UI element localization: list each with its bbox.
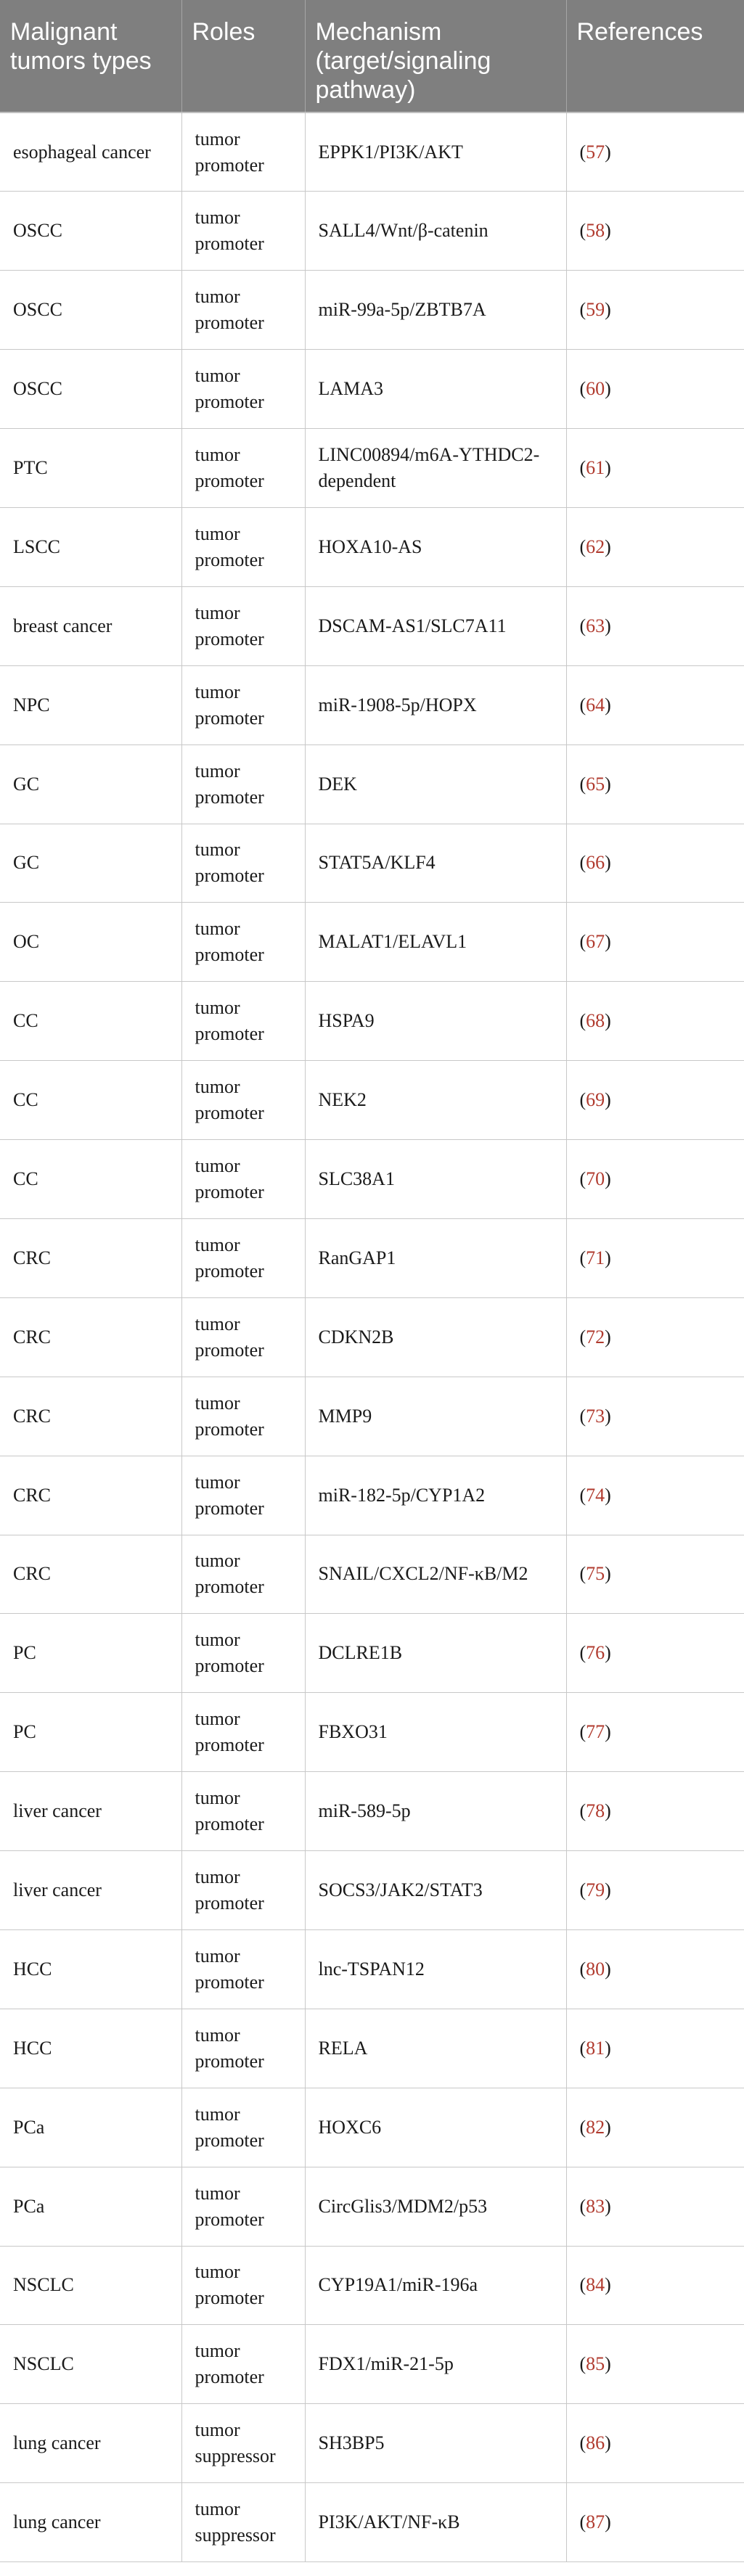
cell-mechanism: LAMA3	[305, 350, 566, 429]
table-row	[0, 2088, 744, 2167]
table-row	[0, 112, 744, 192]
cell-role: tumor promoter	[181, 1535, 305, 1614]
cell-mechanism: miR-182-5p/CYP1A2	[305, 1456, 566, 1535]
cell-role: tumor promoter	[181, 1140, 305, 1219]
header-row	[0, 0, 744, 112]
table-row	[0, 1772, 744, 1851]
table-row	[0, 1377, 744, 1456]
cell-mechanism: SALL4/Wnt/β-catenin	[305, 192, 566, 271]
cell-mechanism: lnc-TSPAN12	[305, 1929, 566, 2009]
reference-link[interactable]: 78	[586, 1800, 605, 1822]
cell-role: tumor promoter	[181, 1614, 305, 1693]
table-row	[0, 2483, 744, 2562]
reference-link[interactable]: 63	[586, 615, 605, 636]
table-row	[0, 1851, 744, 1930]
cell-mechanism: HSPA9	[305, 982, 566, 1061]
cell-role: tumor promoter	[181, 1218, 305, 1297]
cell-role: tumor promoter	[181, 665, 305, 745]
cell-reference: (62)	[566, 507, 744, 586]
cell-reference: (65)	[566, 745, 744, 824]
cell-reference: (58)	[566, 192, 744, 271]
table-row	[0, 1218, 744, 1297]
cell-tumor-type: NSCLC	[0, 2325, 181, 2404]
table-row	[0, 982, 744, 1061]
cell-tumor-type: esophageal cancer	[0, 112, 181, 192]
cell-role: tumor promoter	[181, 745, 305, 824]
table-row	[0, 350, 744, 429]
cell-tumor-type: CC	[0, 982, 181, 1061]
cell-reference: (86)	[566, 2404, 744, 2483]
cell-mechanism: FDX1/miR-21-5p	[305, 2325, 566, 2404]
cell-role: tumor promoter	[181, 2009, 305, 2088]
cell-role: tumor promoter	[181, 824, 305, 903]
cell-mechanism: MMP9	[305, 1377, 566, 1456]
cell-mechanism: SLC38A1	[305, 1140, 566, 1219]
table-row	[0, 665, 744, 745]
cell-tumor-type: NSCLC	[0, 2246, 181, 2325]
table-row	[0, 1929, 744, 2009]
table-row	[0, 2009, 744, 2088]
cell-reference: (87)	[566, 2483, 744, 2562]
cell-role: tumor suppressor	[181, 2404, 305, 2483]
table-row	[0, 507, 744, 586]
reference-link[interactable]: 76	[586, 1642, 605, 1664]
cell-reference: (63)	[566, 586, 744, 665]
cell-tumor-type: PCa	[0, 2088, 181, 2167]
cell-role: tumor promoter	[181, 1297, 305, 1377]
reference-link[interactable]: 85	[586, 2353, 605, 2375]
table-row	[0, 745, 744, 824]
cell-mechanism: RELA	[305, 2009, 566, 2088]
cell-role: tumor suppressor	[181, 2483, 305, 2562]
reference-link[interactable]: 71	[586, 1247, 605, 1268]
cell-reference: (72)	[566, 1297, 744, 1377]
cell-tumor-type: PTC	[0, 429, 181, 508]
reference-link[interactable]: 77	[586, 1721, 605, 1743]
cell-reference: (69)	[566, 1061, 744, 1140]
table-header	[0, 0, 744, 112]
cell-reference: (76)	[566, 1614, 744, 1693]
header-tumor-type: Malignant tumors types	[0, 0, 181, 112]
header-mechanism: Mechanism (target/signaling pathway)	[305, 0, 566, 112]
cell-reference: (57)	[566, 112, 744, 192]
cell-role: tumor promoter	[181, 1061, 305, 1140]
cell-mechanism: SOCS3/JAK2/STAT3	[305, 1851, 566, 1930]
reference-link[interactable]: 65	[586, 773, 605, 795]
cell-reference: (83)	[566, 2167, 744, 2246]
cell-tumor-type: CRC	[0, 1535, 181, 1614]
cell-mechanism: CDKN2B	[305, 1297, 566, 1377]
cell-reference: (73)	[566, 1377, 744, 1456]
reference-link[interactable]: 81	[586, 2037, 605, 2059]
table-row	[0, 1140, 744, 1219]
table-row	[0, 2167, 744, 2246]
cell-mechanism: DSCAM-AS1/SLC7A11	[305, 586, 566, 665]
table-row	[0, 586, 744, 665]
reference-link[interactable]: 62	[586, 536, 605, 557]
reference-link[interactable]: 83	[586, 2195, 605, 2217]
cell-mechanism: miR-589-5p	[305, 1772, 566, 1851]
cell-role: tumor promoter	[181, 903, 305, 982]
cell-tumor-type: PCa	[0, 2167, 181, 2246]
cell-mechanism: MALAT1/ELAVL1	[305, 903, 566, 982]
cell-mechanism: PI3K/AKT/NF-κB	[305, 2483, 566, 2562]
cell-tumor-type: CRC	[0, 1218, 181, 1297]
cell-mechanism: RanGAP1	[305, 1218, 566, 1297]
cell-tumor-type: lung cancer	[0, 2404, 181, 2483]
reference-link[interactable]: 57	[586, 141, 605, 163]
reference-link[interactable]: 73	[586, 1405, 605, 1427]
cell-tumor-type: OSCC	[0, 350, 181, 429]
cell-reference: (71)	[566, 1218, 744, 1297]
reference-link[interactable]: 82	[586, 2116, 605, 2138]
cell-reference: (77)	[566, 1693, 744, 1772]
cell-mechanism: CYP19A1/miR-196a	[305, 2246, 566, 2325]
table-row	[0, 192, 744, 271]
header-references: References	[566, 0, 744, 112]
cell-reference: (78)	[566, 1772, 744, 1851]
cell-mechanism: SH3BP5	[305, 2404, 566, 2483]
table-row	[0, 1297, 744, 1377]
cell-tumor-type: CRC	[0, 1297, 181, 1377]
cell-mechanism: SNAIL/CXCL2/NF-κB/M2	[305, 1535, 566, 1614]
cell-reference: (61)	[566, 429, 744, 508]
cell-role: tumor promoter	[181, 982, 305, 1061]
cell-tumor-type: CC	[0, 1061, 181, 1140]
cell-tumor-type: liver cancer	[0, 1851, 181, 1930]
cell-mechanism: EPPK1/PI3K/AKT	[305, 112, 566, 192]
table-row	[0, 2246, 744, 2325]
cell-mechanism: FBXO31	[305, 1693, 566, 1772]
reference-link[interactable]: 58	[586, 220, 605, 242]
reference-link[interactable]: 60	[586, 378, 605, 400]
reference-link[interactable]: 80	[586, 1958, 605, 1980]
reference-link[interactable]: 67	[586, 931, 605, 953]
cell-role: tumor promoter	[181, 112, 305, 192]
cell-tumor-type: CRC	[0, 1377, 181, 1456]
cell-role: tumor promoter	[181, 507, 305, 586]
cell-role: tumor promoter	[181, 1693, 305, 1772]
table-row	[0, 2325, 744, 2404]
reference-link[interactable]: 86	[586, 2432, 605, 2454]
cell-reference: (85)	[566, 2325, 744, 2404]
cell-role: tumor promoter	[181, 429, 305, 508]
table-row	[0, 1614, 744, 1693]
cell-tumor-type: CRC	[0, 1456, 181, 1535]
cell-mechanism: HOXC6	[305, 2088, 566, 2167]
cell-role: tumor promoter	[181, 2246, 305, 2325]
cell-reference: (82)	[566, 2088, 744, 2167]
cell-mechanism: DEK	[305, 745, 566, 824]
reference-link[interactable]: 75	[586, 1563, 605, 1585]
reference-link[interactable]: 64	[586, 694, 605, 715]
cell-mechanism: DCLRE1B	[305, 1614, 566, 1693]
table-body	[0, 112, 744, 2562]
cell-tumor-type: CC	[0, 1140, 181, 1219]
cell-tumor-type: HCC	[0, 2009, 181, 2088]
reference-link[interactable]: 74	[586, 1484, 605, 1506]
cell-role: tumor promoter	[181, 192, 305, 271]
cell-role: tumor promoter	[181, 1929, 305, 2009]
cell-tumor-type: lung cancer	[0, 2483, 181, 2562]
cell-tumor-type: OSCC	[0, 271, 181, 350]
table-row	[0, 429, 744, 508]
header-roles: Roles	[181, 0, 305, 112]
table-row	[0, 1693, 744, 1772]
table-row	[0, 1535, 744, 1614]
cell-reference: (79)	[566, 1851, 744, 1930]
reference-link[interactable]: 68	[586, 1010, 605, 1032]
cell-tumor-type: OSCC	[0, 192, 181, 271]
reference-link[interactable]: 66	[586, 852, 605, 874]
cell-tumor-type: PC	[0, 1693, 181, 1772]
cell-role: tumor promoter	[181, 1851, 305, 1930]
cell-mechanism: STAT5A/KLF4	[305, 824, 566, 903]
cell-role: tumor promoter	[181, 1456, 305, 1535]
table-row	[0, 1456, 744, 1535]
cell-tumor-type: GC	[0, 745, 181, 824]
reference-link[interactable]: 87	[586, 2511, 605, 2533]
cell-role: tumor promoter	[181, 586, 305, 665]
cell-tumor-type: liver cancer	[0, 1772, 181, 1851]
cell-role: tumor promoter	[181, 2167, 305, 2246]
cell-reference: (74)	[566, 1456, 744, 1535]
cell-reference: (84)	[566, 2246, 744, 2325]
cell-mechanism: CircGlis3/MDM2/p53	[305, 2167, 566, 2246]
cell-role: tumor promoter	[181, 1772, 305, 1851]
cell-tumor-type: LSCC	[0, 507, 181, 586]
cell-tumor-type: GC	[0, 824, 181, 903]
cell-reference: (81)	[566, 2009, 744, 2088]
reference-link[interactable]: 69	[586, 1089, 605, 1111]
cell-reference: (67)	[566, 903, 744, 982]
table-row	[0, 2404, 744, 2483]
cell-reference: (66)	[566, 824, 744, 903]
reference-link[interactable]: 70	[586, 1168, 605, 1190]
cell-tumor-type: NPC	[0, 665, 181, 745]
cell-reference: (75)	[566, 1535, 744, 1614]
table-row	[0, 271, 744, 350]
cell-reference: (59)	[566, 271, 744, 350]
reference-link[interactable]: 72	[586, 1326, 605, 1348]
cell-role: tumor promoter	[181, 2325, 305, 2404]
reference-link[interactable]: 59	[586, 299, 605, 321]
cell-mechanism: miR-1908-5p/HOPX	[305, 665, 566, 745]
cell-reference: (68)	[566, 982, 744, 1061]
cell-role: tumor promoter	[181, 350, 305, 429]
cell-role: tumor promoter	[181, 271, 305, 350]
cell-tumor-type: breast cancer	[0, 586, 181, 665]
cell-mechanism: miR-99a-5p/ZBTB7A	[305, 271, 566, 350]
table-row	[0, 824, 744, 903]
cell-role: tumor promoter	[181, 2088, 305, 2167]
reference-link[interactable]: 61	[586, 457, 605, 478]
cell-reference: (64)	[566, 665, 744, 745]
cell-tumor-type: OC	[0, 903, 181, 982]
cell-role: tumor promoter	[181, 1377, 305, 1456]
cell-tumor-type: PC	[0, 1614, 181, 1693]
cell-mechanism: LINC00894/m6A-YTHDC2-dependent	[305, 429, 566, 508]
cell-reference: (80)	[566, 1929, 744, 2009]
table-row	[0, 903, 744, 982]
reference-link[interactable]: 79	[586, 1879, 605, 1901]
table-row	[0, 1061, 744, 1140]
cell-mechanism: HOXA10-AS	[305, 507, 566, 586]
cell-reference: (70)	[566, 1140, 744, 1219]
cell-reference: (60)	[566, 350, 744, 429]
reference-link[interactable]: 84	[586, 2274, 605, 2296]
cell-tumor-type: HCC	[0, 1929, 181, 2009]
cell-mechanism: NEK2	[305, 1061, 566, 1140]
